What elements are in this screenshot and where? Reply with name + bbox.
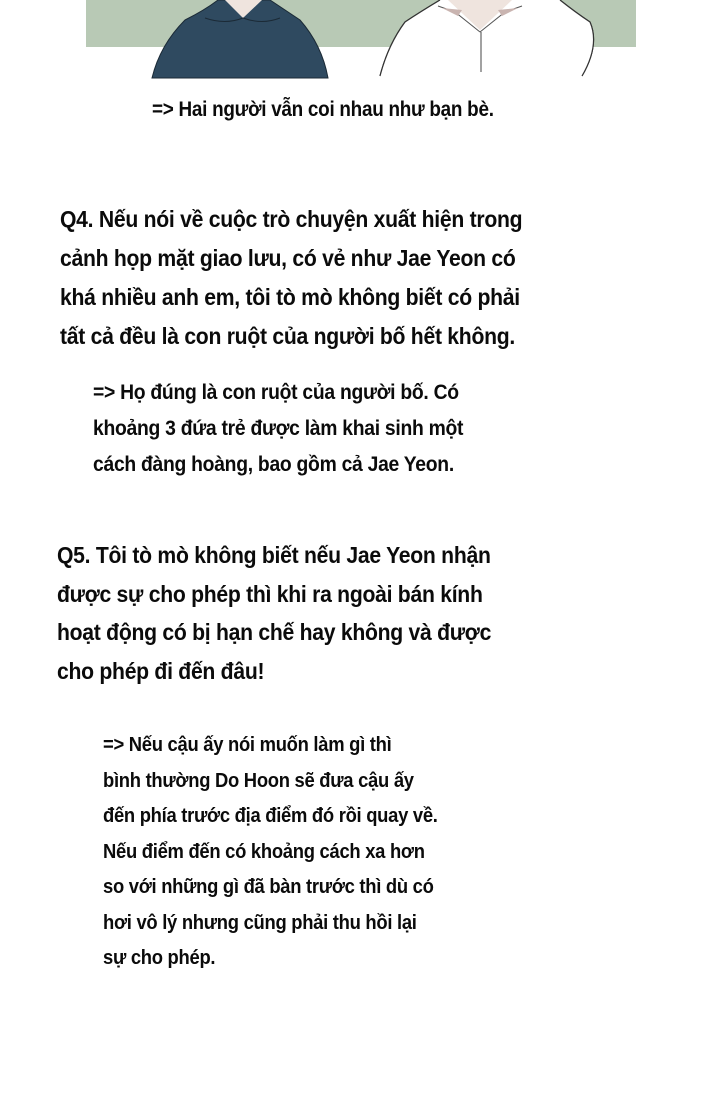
- q5-line: Q5. Tôi tò mò không biết nếu Jae Yeon nhận: [57, 542, 491, 568]
- q5-line: hoạt động có bị hạn chế hay không và được: [57, 619, 492, 645]
- q4-line: tất cả đều là con ruột của người bố hết không.: [60, 323, 516, 349]
- a5-line: => Nếu cậu ấy nói muốn làm gì thì: [103, 734, 392, 756]
- q5-line: cho phép đi đến đâu!: [57, 657, 265, 684]
- question-q5: [57, 536, 491, 690]
- answer-q4: [93, 375, 463, 483]
- answer-q3-text: => Hai người vẫn coi nhau như bạn bè.: [152, 98, 494, 121]
- a4-line: => Họ đúng là con ruột của người bố. Có: [93, 381, 459, 404]
- comic-illustration-panel: [0, 0, 720, 80]
- a5-line: so với những gì đã bàn trước thì dù có: [103, 876, 434, 898]
- a5-line: bình thường Do Hoon sẽ đưa cậu ấy: [103, 769, 414, 792]
- a5-line: hơi vô lý nhưng cũng phải thu hồi lại: [103, 911, 417, 934]
- a4-line: cách đàng hoàng, bao gồm cả Jae Yeon.: [93, 453, 454, 476]
- q4-line: Q4. Nếu nói về cuộc trò chuyện xuất hiện trong: [60, 206, 523, 232]
- q4-line: khá nhiều anh em, tôi tò mò không biết có phải: [60, 284, 520, 310]
- question-q4: [60, 200, 522, 356]
- a5-line: sự cho phép.: [103, 947, 216, 969]
- q4-line: cảnh họp mặt giao lưu, có vẻ như Jae Yeon có: [60, 245, 516, 271]
- characters-illustration: [0, 0, 720, 80]
- q5-line: được sự cho phép thì khi ra ngoài bán kính: [57, 580, 483, 607]
- answer-q5: [103, 728, 438, 977]
- a5-line: Nếu điểm đến có khoảng cách xa hơn: [103, 840, 425, 863]
- answer-q3: [152, 98, 494, 122]
- a5-line: đến phía trước địa điểm đó rồi quay về.: [103, 805, 438, 827]
- a4-line: khoảng 3 đứa trẻ được làm khai sinh một: [93, 417, 464, 440]
